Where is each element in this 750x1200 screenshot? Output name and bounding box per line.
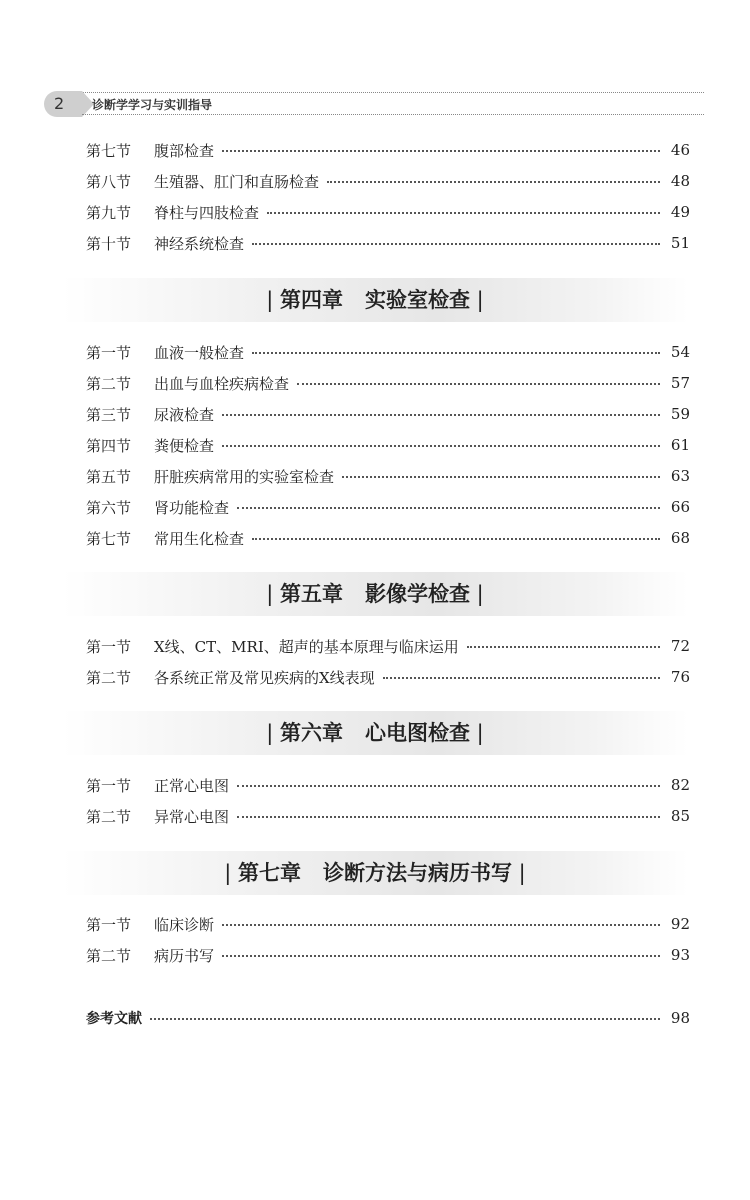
section-title: 尿液检查 [154, 405, 215, 424]
section-title: 生殖器、肛门和直肠检查 [154, 172, 320, 191]
toc-entry[interactable] [86, 402, 690, 426]
toc-entry[interactable] [86, 665, 690, 689]
section-title: 肝脏疾病常用的实验室检查 [154, 467, 335, 486]
page-ref: 98 [670, 1009, 690, 1027]
section-number: 第八节 [86, 172, 132, 191]
toc-entry[interactable] [86, 912, 690, 936]
toc-entry[interactable] [86, 464, 690, 488]
page-ref: 61 [670, 436, 690, 454]
toc-entry[interactable] [86, 943, 690, 967]
section-number: 第一节 [86, 915, 132, 934]
dot-leader [222, 445, 660, 447]
chapter-name: 影像学检查 [364, 582, 470, 606]
toc-entry[interactable] [86, 340, 690, 364]
dot-leader [252, 243, 660, 245]
dot-leader [237, 816, 660, 818]
page-ref: 82 [670, 776, 690, 794]
section-number: 第二节 [86, 668, 132, 687]
dot-leader [267, 212, 660, 214]
section-title: X线、CT、MRI、超声的基本原理与临床运用 [154, 637, 459, 656]
section-number: 第三节 [86, 405, 132, 424]
dot-leader [252, 538, 660, 540]
dot-leader [252, 352, 660, 354]
book-title: 诊断学学习与实训指导 [92, 98, 213, 112]
page-ref: 76 [670, 668, 690, 686]
chapter-heading[interactable] [62, 278, 688, 322]
page-ref: 85 [670, 807, 690, 825]
page-ref: 68 [670, 529, 690, 547]
dot-leader [222, 414, 660, 416]
section-title: 各系统正常及常见疾病的X线表现 [154, 668, 375, 687]
references-title: 参考文献 [86, 1011, 142, 1027]
chapter-title: | 第四章 实验室检查 | [266, 288, 484, 312]
section-number: 第二节 [86, 807, 132, 826]
page-ref: 46 [670, 141, 690, 159]
toc-entry[interactable] [86, 200, 690, 224]
chapter-number: 第四章 [280, 288, 344, 312]
page-ref: 72 [670, 637, 690, 655]
section-number: 第九节 [86, 203, 132, 222]
page-number: 2 [54, 94, 65, 113]
chapter-number: 第五章 [280, 582, 344, 606]
dot-leader [467, 646, 660, 648]
section-title: 临床诊断 [154, 915, 215, 934]
page-ref: 92 [670, 915, 690, 933]
chapter-title: | 第五章 影像学检查 | [266, 582, 484, 606]
page-ref: 54 [670, 343, 690, 361]
section-title: 腹部检查 [154, 141, 215, 160]
section-number: 第七节 [86, 529, 132, 548]
section-title: 肾功能检查 [154, 498, 230, 517]
dot-leader [237, 785, 660, 787]
section-number: 第二节 [86, 374, 132, 393]
chapter-heading[interactable] [62, 572, 688, 616]
toc-entry[interactable] [86, 804, 690, 828]
dot-leader [297, 383, 660, 385]
toc-entry[interactable] [86, 371, 690, 395]
dot-leader [150, 1018, 660, 1020]
chapter-number: 第六章 [280, 721, 344, 745]
dot-leader [222, 924, 660, 926]
chapter-heading[interactable] [62, 711, 688, 755]
page-ref: 63 [670, 467, 690, 485]
dot-leader [222, 150, 660, 152]
toc-entry[interactable] [86, 634, 690, 658]
page-ref: 57 [670, 374, 690, 392]
toc-entry[interactable] [86, 231, 690, 255]
toc-entry-references[interactable] [86, 1006, 690, 1030]
section-title: 粪便检查 [154, 436, 215, 455]
section-number: 第一节 [86, 776, 132, 795]
page-ref: 59 [670, 405, 690, 423]
section-number: 第二节 [86, 946, 132, 965]
section-title: 异常心电图 [154, 807, 230, 826]
section-title: 血液一般检查 [154, 343, 245, 362]
section-number: 第一节 [86, 637, 132, 656]
section-title: 常用生化检查 [154, 529, 245, 548]
dot-leader [383, 677, 660, 679]
section-title: 正常心电图 [154, 776, 230, 795]
chapter-title: | 第七章 诊断方法与病历书写 | [224, 861, 526, 885]
section-number: 第四节 [86, 436, 132, 455]
chapter-name: 诊断方法与病历书写 [322, 861, 512, 885]
section-title: 神经系统检查 [154, 234, 245, 253]
toc-entry[interactable] [86, 495, 690, 519]
chapter-title: | 第六章 心电图检查 | [266, 721, 484, 745]
section-number: 第十节 [86, 234, 132, 253]
running-header [0, 0, 750, 120]
section-number: 第六节 [86, 498, 132, 517]
section-number: 第一节 [86, 343, 132, 362]
header-rule-top [82, 92, 704, 93]
chapter-name: 心电图检查 [364, 721, 470, 745]
page-ref: 51 [670, 234, 690, 252]
page-ref: 93 [670, 946, 690, 964]
page-ref: 66 [670, 498, 690, 516]
toc-entry[interactable] [86, 773, 690, 797]
chapter-number: 第七章 [238, 861, 302, 885]
section-title: 出血与血栓疾病检查 [154, 374, 290, 393]
dot-leader [237, 507, 660, 509]
chapter-heading[interactable] [62, 851, 688, 895]
dot-leader [342, 476, 660, 478]
section-number: 第七节 [86, 141, 132, 160]
dot-leader [222, 955, 660, 957]
toc-entry[interactable] [86, 138, 690, 162]
section-title: 脊柱与四肢检查 [154, 203, 260, 222]
header-rule-bottom [82, 114, 704, 115]
section-number: 第五节 [86, 467, 132, 486]
page-ref: 48 [670, 172, 690, 190]
toc-entry[interactable] [86, 526, 690, 550]
dot-leader [327, 181, 660, 183]
page-ref: 49 [670, 203, 690, 221]
toc-entry[interactable] [86, 169, 690, 193]
toc-entry[interactable] [86, 433, 690, 457]
chapter-name: 实验室检查 [364, 288, 470, 312]
section-title: 病历书写 [154, 946, 215, 965]
